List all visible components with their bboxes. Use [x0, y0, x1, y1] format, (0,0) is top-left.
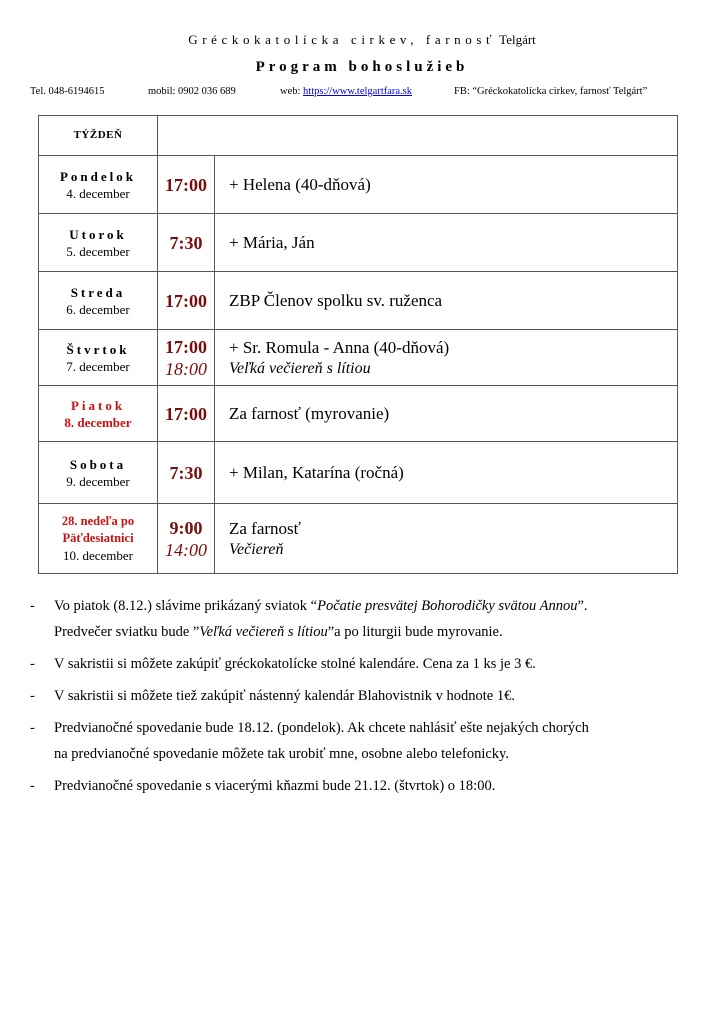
time-cell — [158, 214, 215, 272]
service-time: 7:30 — [169, 232, 203, 253]
day-date: 10. december — [62, 548, 134, 563]
day-name: Pondelok — [59, 168, 136, 184]
table-row — [39, 442, 678, 504]
schedule-table — [38, 115, 678, 574]
service-intention: + Sr. Romula - Anna (40-dňová) — [229, 337, 450, 357]
contact-tel: Tel. 048-6194615 — [30, 86, 105, 97]
note-text: Predvianočné spovedanie bude 18.12. (pondelok). Ak chcete nahlásiť ešte nejakých chorých — [54, 720, 589, 736]
day-name-line2: Päťdesiatnici — [62, 531, 134, 545]
list-item — [30, 683, 710, 709]
contact-web — [280, 86, 412, 97]
time-cell — [158, 156, 215, 214]
day-name: 28. nedeľa po — [61, 514, 135, 528]
table-row — [39, 504, 678, 574]
note-text-italic: Počatie presvätej Bohorodičky svätou Annou — [317, 598, 578, 614]
service-time-second: 14:00 — [165, 539, 207, 560]
note-text: na predvianočné spovedanie môžete tak urobiť mne, osobne alebo telefonicky. — [54, 746, 509, 762]
time-cell — [158, 330, 215, 386]
note-text: ”. — [577, 598, 588, 614]
note-text: V sakristii si môžete tiež zakúpiť nástenný kalendár Blahovistnik v hodnote 1€. — [54, 688, 515, 704]
day-date: 6. december — [66, 301, 130, 317]
contact-facebook: FB: “Gréckokatolícka cirkev, farnosť Telgárt” — [454, 86, 648, 97]
service-time-second: 18:00 — [165, 358, 207, 379]
announcements-list — [30, 593, 710, 805]
parish-place: Telgárt — [499, 32, 536, 47]
table-row — [39, 330, 678, 386]
day-cell — [39, 442, 158, 504]
day-cell — [39, 156, 158, 214]
list-item — [30, 593, 710, 645]
table-row — [39, 214, 678, 272]
day-date: 7. december — [66, 358, 130, 374]
day-date: 8. december — [64, 414, 132, 430]
service-time: 9:00 — [169, 517, 203, 538]
service-intention: Za farnosť (myrovanie) — [229, 404, 390, 423]
day-cell — [39, 330, 158, 386]
list-item — [30, 773, 710, 799]
service-intention-second: Večiereň — [229, 540, 284, 558]
desc-cell — [215, 386, 678, 442]
note-text: ”a po liturgii bude myrovanie. — [327, 624, 503, 640]
service-time: 7:30 — [169, 462, 203, 483]
time-cell — [158, 442, 215, 504]
desc-cell — [215, 272, 678, 330]
service-time: 17:00 — [165, 336, 207, 357]
time-cell — [158, 386, 215, 442]
day-name: Piatok — [70, 397, 126, 413]
day-cell — [39, 504, 158, 574]
parish-header — [0, 32, 724, 48]
day-name: Streda — [70, 284, 126, 300]
list-item — [30, 715, 710, 767]
table-header-row — [39, 116, 678, 156]
contact-mobile: mobil: 0902 036 689 — [148, 86, 236, 97]
list-item — [30, 651, 710, 677]
day-date: 9. december — [66, 473, 130, 489]
desc-cell — [215, 442, 678, 504]
service-intention: Za farnosť — [229, 518, 301, 538]
note-line-2 — [54, 619, 710, 645]
service-intention-second: Veľká večiereň s lítiou — [229, 359, 371, 377]
list-dash: - — [30, 778, 35, 794]
table-row — [39, 156, 678, 214]
week-label: TÝŽDEŇ — [39, 116, 158, 156]
service-time: 17:00 — [165, 174, 207, 195]
service-intention: + Milan, Katarína (ročná) — [229, 463, 404, 482]
service-time: 17:00 — [165, 403, 207, 424]
list-dash: - — [30, 688, 35, 704]
service-intention: ZBP Členov spolku sv. ruženca — [229, 291, 443, 310]
list-dash: - — [30, 720, 35, 736]
service-intention: + Helena (40-dňová) — [229, 175, 371, 194]
note-text: V sakristii si môžete zakúpiť gréckokatolícke stolné kalendáre. Cena za 1 ks je 3 €. — [54, 656, 536, 672]
time-cell — [158, 272, 215, 330]
day-cell — [39, 386, 158, 442]
header-empty-cell — [158, 116, 678, 156]
desc-cell — [215, 156, 678, 214]
time-cell — [158, 504, 215, 574]
day-cell — [39, 272, 158, 330]
day-name: Utorok — [69, 226, 127, 242]
page-title: Program bohoslužieb — [255, 59, 469, 75]
day-date: 4. december — [66, 185, 130, 201]
day-date: 5. december — [66, 243, 130, 259]
note-text: Predvečer sviatku bude ” — [54, 624, 200, 640]
day-name: Štvrtok — [66, 341, 130, 357]
parish-name: Gréckokatolícka cirkev, farnosť — [188, 32, 497, 47]
day-name: Sobota — [69, 456, 127, 472]
service-intention: + Mária, Ján — [229, 233, 315, 252]
service-time: 17:00 — [165, 290, 207, 311]
desc-cell — [215, 330, 678, 386]
note-text: Vo piatok (8.12.) slávime prikázaný sviatok “ — [54, 598, 318, 614]
desc-cell — [215, 504, 678, 574]
note-text-italic: Veľká večiereň s lítiou — [199, 624, 328, 640]
table-row — [39, 272, 678, 330]
website-link[interactable]: https://www.telgartfara.sk — [303, 86, 413, 97]
desc-cell — [215, 214, 678, 272]
note-text: Predvianočné spovedanie s viacerými kňazmi bude 21.12. (štvrtok) o 18:00. — [54, 778, 496, 794]
table-row — [39, 386, 678, 442]
day-cell — [39, 214, 158, 272]
list-dash: - — [30, 598, 35, 614]
contact-web-label: web: — [280, 86, 301, 97]
list-dash: - — [30, 656, 35, 672]
